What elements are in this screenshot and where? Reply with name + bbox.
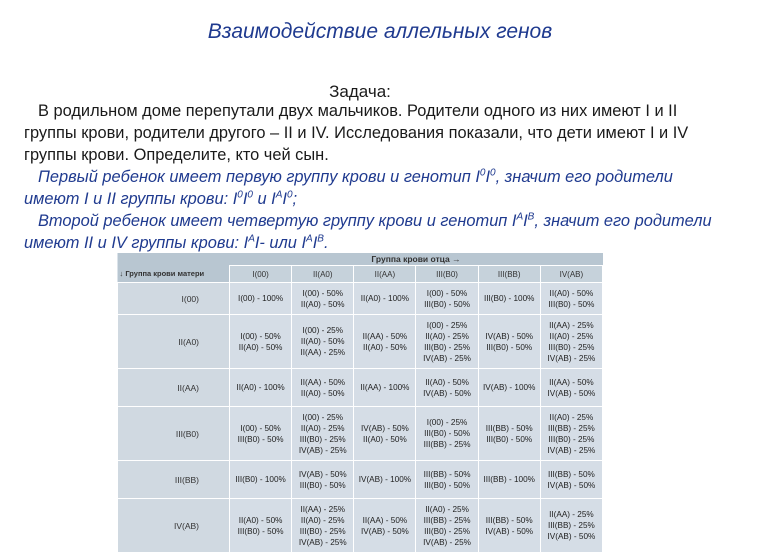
column-header: IV(AB)	[540, 266, 602, 283]
cell-line: III(BB) - 50%	[485, 423, 533, 433]
father-group-header: Группа крови отца →	[230, 253, 603, 266]
cell-line: I(00) - 25%	[302, 412, 343, 422]
table-cell	[230, 315, 292, 369]
cell-line: III(B0) - 50%	[486, 342, 533, 352]
table-cell	[354, 499, 416, 553]
table-cell	[540, 461, 602, 499]
cell-line: III(B0) - 100%	[483, 294, 535, 303]
table-cell	[540, 369, 602, 407]
blood-group-table	[117, 253, 603, 547]
cell-line: I(00) - 50%	[240, 331, 281, 341]
cell-line: IV(AB) - 25%	[423, 353, 471, 363]
table-cell	[230, 407, 292, 461]
page-title: Взаимодействие аллельных генов	[207, 20, 553, 43]
table-cell	[540, 315, 602, 369]
cell-line: III(BB) - 25%	[423, 515, 471, 525]
table-cell	[354, 407, 416, 461]
cell-line: III(BB) - 50%	[485, 515, 533, 525]
cell-line: II(AA) - 25%	[300, 504, 346, 514]
cell-line: III(BB) - 25%	[423, 440, 471, 449]
table-cell	[292, 315, 354, 369]
cell-line: III(BB) - 100%	[483, 475, 535, 484]
column-header: III(B0)	[416, 266, 478, 283]
cell-line: II(A0) - 25%	[300, 515, 345, 525]
cell-line: II(A0) - 25%	[549, 331, 594, 341]
cell-line: IV(AB) - 50%	[423, 388, 471, 398]
table-cell	[230, 283, 292, 315]
table-cell	[478, 499, 540, 553]
cell-line: II(AA) - 25%	[549, 320, 594, 330]
cell-line: III(BB) - 25%	[547, 423, 595, 433]
cell-line: IV(AB) - 50%	[547, 532, 596, 541]
cell-line: II(AA) - 50%	[362, 331, 408, 341]
cell-line: III(B0) - 25%	[299, 434, 346, 444]
row-header: II(A0)	[118, 315, 230, 369]
cell-line: II(AA) - 50%	[549, 377, 594, 387]
table-cell	[292, 461, 354, 499]
table-row	[118, 369, 603, 407]
row-header: I(00)	[118, 283, 230, 315]
cell-line: II(A0) - 50%	[549, 288, 594, 298]
table-cell	[292, 369, 354, 407]
table-cell	[230, 499, 292, 553]
table-cell	[478, 369, 540, 407]
answer-first-child: Первый ребенок имеет первую группу крови и генотип $I^0I^0$, значит его родители имеют I и II группы крови: $I^0I^0$ и $I^AI^0$;	[24, 167, 673, 208]
cell-line: II(AA) - 50%	[362, 515, 408, 525]
cell-line: I(00) - 50%	[240, 423, 281, 433]
cell-line: II(A0) - 50%	[300, 337, 345, 346]
cell-line: III(B0) - 100%	[235, 475, 286, 484]
cell-line: II(A0) - 50%	[300, 299, 345, 309]
cell-line: II(A0) - 50%	[363, 434, 407, 444]
cell-line: III(B0) - 50%	[237, 434, 284, 444]
cell-line: IV(AB) - 50%	[361, 423, 409, 433]
cell-line: III(B0) - 25%	[299, 526, 346, 536]
cell-line: III(BB) - 50%	[547, 469, 595, 479]
table-cell	[540, 283, 602, 315]
cell-line: IV(AB) - 50%	[547, 480, 596, 490]
cell-line: III(B0) - 25%	[548, 342, 595, 352]
cell-line: IV(AB) - 25%	[298, 445, 347, 455]
cell-line: IV(AB) - 25%	[423, 537, 471, 547]
cell-line: III(BB) - 50%	[423, 469, 471, 479]
column-header: I(00)	[230, 266, 292, 283]
table-cell	[292, 499, 354, 553]
cell-line: III(B0) - 50%	[299, 480, 346, 490]
cell-line: IV(AB) - 100%	[358, 475, 412, 484]
table-cell	[416, 315, 478, 369]
cell-line: II(A0) - 100%	[360, 294, 409, 303]
cell-line: I(00) - 25%	[426, 418, 468, 427]
table-cell	[416, 407, 478, 461]
cell-line: II(A0) - 50%	[363, 342, 407, 352]
table-cell	[478, 461, 540, 499]
cell-line: IV(AB) - 25%	[547, 353, 596, 363]
row-header: III(B0)	[118, 407, 230, 461]
cell-line: IV(AB) - 100%	[483, 383, 536, 392]
cell-line: III(B0) - 50%	[424, 429, 471, 438]
table-cell	[292, 407, 354, 461]
cell-line: III(B0) - 50%	[237, 526, 284, 536]
cell-line: III(B0) - 50%	[548, 299, 595, 309]
task-body	[24, 100, 714, 254]
cell-line: IV(AB) - 50%	[485, 331, 534, 341]
table-cell	[478, 407, 540, 461]
table-cell	[354, 315, 416, 369]
task-heading: Задача:	[329, 82, 391, 101]
cell-line: III(BB) - 25%	[547, 521, 595, 530]
table-row	[118, 315, 603, 369]
cell-line: IV(AB) - 25%	[298, 537, 347, 547]
cell-line: I(00) - 100%	[238, 294, 284, 303]
cell-line: IV(AB) - 50%	[298, 469, 347, 479]
cell-line: II(AA) - 25%	[300, 348, 346, 357]
table-cell	[354, 283, 416, 315]
table-cell	[416, 461, 478, 499]
cell-line: II(A0) - 50%	[425, 377, 469, 387]
table-cell	[292, 283, 354, 315]
table-cell	[230, 369, 292, 407]
cell-line: IV(AB) - 25%	[547, 445, 596, 455]
cell-line: II(A0) - 50%	[238, 515, 283, 525]
table-row	[118, 461, 603, 499]
cell-line: IV(AB) - 50%	[485, 526, 534, 536]
cell-line: II(AA) - 50%	[300, 377, 346, 387]
table-corner-spacer	[118, 253, 230, 266]
table-cell	[354, 461, 416, 499]
table-cell	[416, 283, 478, 315]
table-cell	[540, 407, 602, 461]
column-header: II(A0)	[292, 266, 354, 283]
table-cell	[478, 315, 540, 369]
table-cell	[230, 461, 292, 499]
column-header: III(BB)	[478, 266, 540, 283]
cell-line: II(AA) - 25%	[549, 510, 594, 519]
cell-line: IV(AB) - 50%	[547, 388, 596, 398]
cell-line: III(B0) - 25%	[548, 434, 595, 444]
cell-line: II(A0) - 25%	[549, 412, 594, 422]
table-cell	[416, 499, 478, 553]
cell-line: II(A0) - 25%	[300, 423, 345, 433]
row-header: III(BB)	[118, 461, 230, 499]
cell-line: I(00) - 50%	[426, 288, 468, 298]
row-header: IV(AB)	[118, 499, 230, 553]
cell-line: II(A0) - 50%	[300, 388, 345, 398]
cell-line: III(B0) - 50%	[486, 434, 533, 444]
cell-line: III(B0) - 50%	[424, 299, 471, 309]
column-header: II(AA)	[354, 266, 416, 283]
task-text: В родильном доме перепутали двух мальчиков. Родители одного из них имеют I и II группы крови, родители другого – II и IV. Исследования показали, что дети имеют I и IV группы крови. Определите, кто чей сын.	[24, 102, 689, 164]
cell-line: II(A0) - 25%	[425, 504, 469, 514]
table-row	[118, 407, 603, 461]
table-row	[118, 499, 603, 553]
cell-line: I(00) - 25%	[426, 320, 468, 330]
cell-line: III(B0) - 25%	[424, 342, 471, 352]
table-cell	[416, 369, 478, 407]
cell-line: III(B0) - 50%	[424, 480, 471, 490]
cell-line: III(B0) - 25%	[424, 526, 471, 536]
cell-line: II(A0) - 50%	[238, 342, 283, 352]
table-cell	[354, 369, 416, 407]
mother-group-header: ↓ Группа крови матери	[118, 266, 230, 283]
cell-line: II(A0) - 100%	[236, 383, 285, 392]
cell-line: IV(AB) - 50%	[361, 526, 409, 536]
cell-line: II(A0) - 25%	[425, 331, 469, 341]
table-cell	[478, 283, 540, 315]
table-row	[118, 283, 603, 315]
row-header: II(AA)	[118, 369, 230, 407]
cell-line: II(AA) - 100%	[360, 383, 410, 392]
table-cell	[540, 499, 602, 553]
cell-line: I(00) - 50%	[302, 288, 343, 298]
cell-line: I(00) - 25%	[302, 326, 343, 335]
answer-second-child: Второй ребенок имеет четвертую группу крови и генотип $I^AI^B$, значит его родители имеют II и IV группы крови: $I^AI-$ или $I^AI^B$.	[24, 211, 712, 252]
